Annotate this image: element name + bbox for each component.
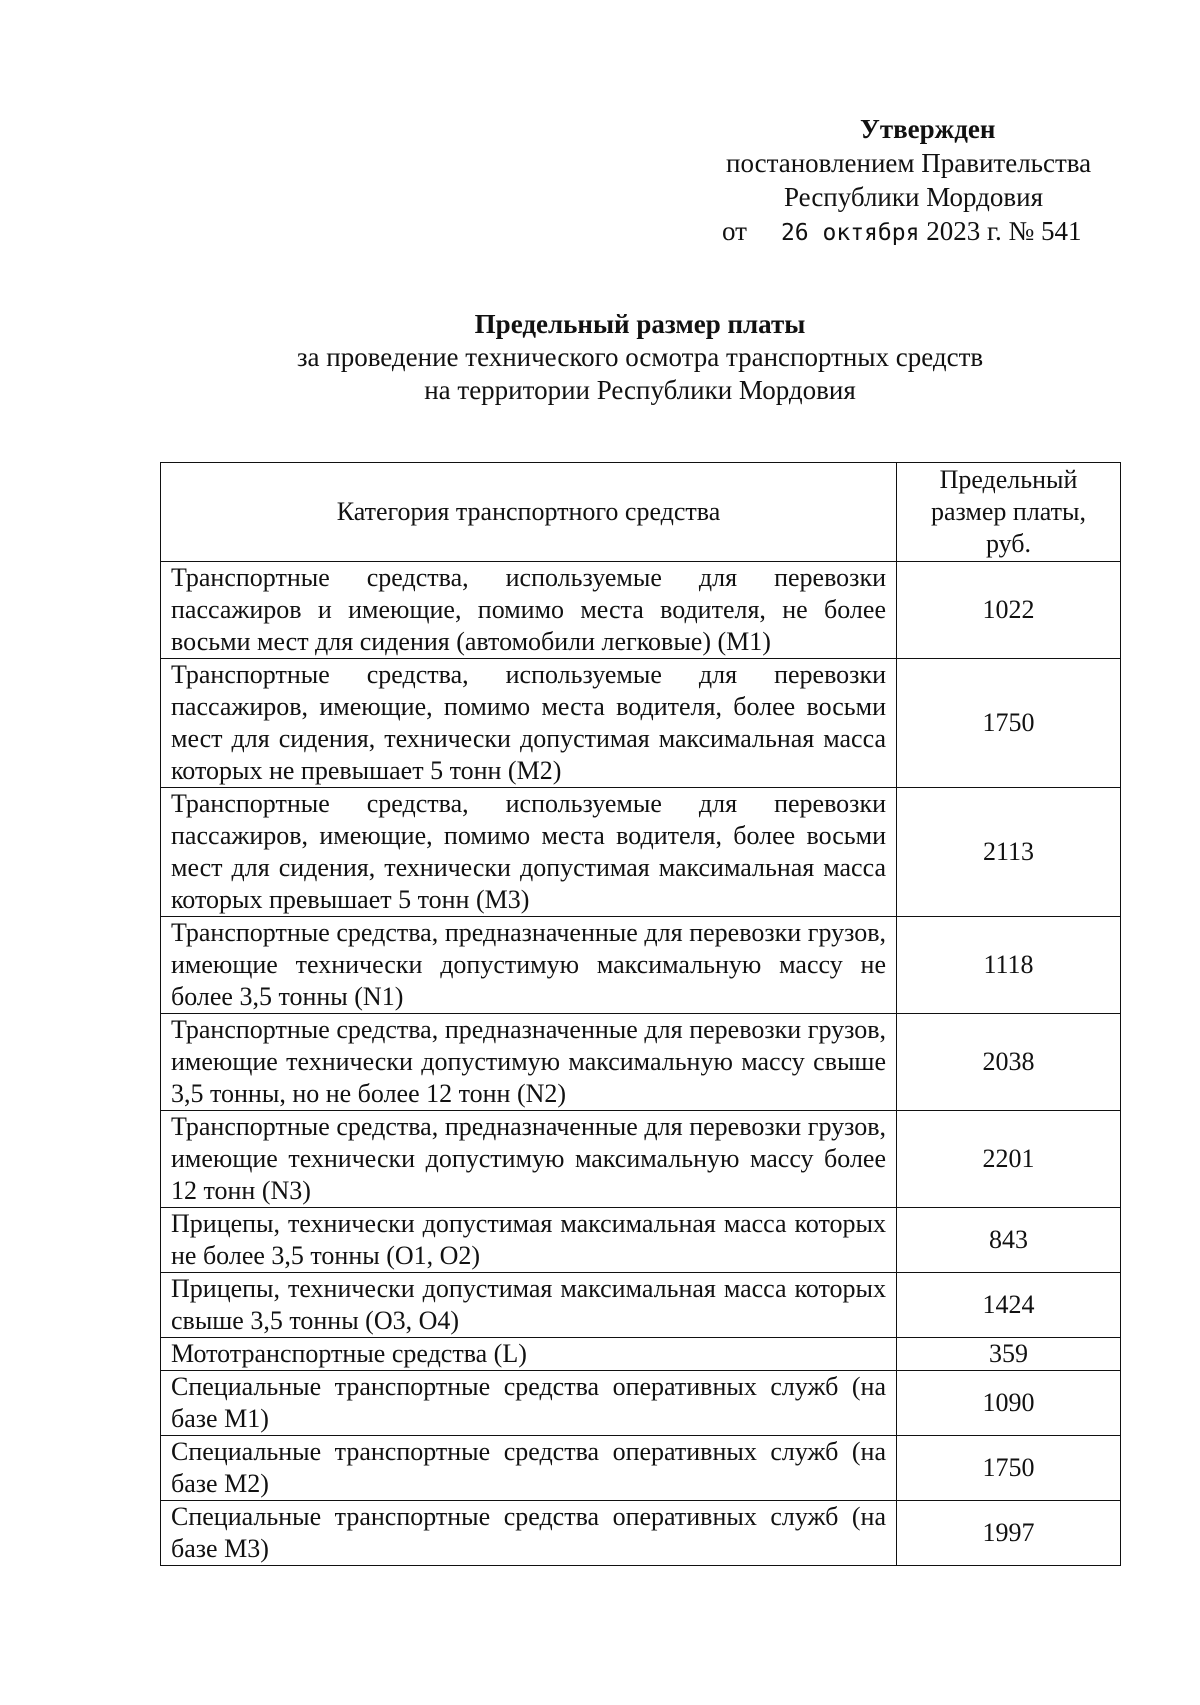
approval-stamp bbox=[720, 112, 1120, 250]
fee-cell: 1750 bbox=[897, 1436, 1121, 1501]
table-header-row bbox=[161, 463, 1121, 562]
table-row bbox=[161, 1208, 1121, 1273]
table-row bbox=[161, 659, 1121, 788]
document-title: Предельный размер платы bbox=[474, 309, 806, 339]
fee-cell: 1118 bbox=[897, 917, 1121, 1014]
approval-region: Республики Мордовия bbox=[784, 182, 1044, 212]
table-row bbox=[161, 1338, 1121, 1371]
fee-cell: 843 bbox=[897, 1208, 1121, 1273]
approval-date: 26 октября bbox=[780, 220, 920, 246]
table-row bbox=[161, 1501, 1121, 1566]
category-cell: Специальные транспортные средства оперативных служб (на базе M3) bbox=[161, 1501, 897, 1566]
fee-cell: 1090 bbox=[897, 1371, 1121, 1436]
fee-cell: 1022 bbox=[897, 562, 1121, 659]
table-row bbox=[161, 1371, 1121, 1436]
category-cell: Транспортные средства, предназначенные для перевозки грузов, имеющие технически допустимую максимальную массу более 12 тонн (N3) bbox=[161, 1111, 897, 1208]
approval-date-line bbox=[720, 214, 1120, 250]
approval-title: Утвержден bbox=[860, 114, 996, 144]
category-cell: Специальные транспортные средства оперативных служб (на базе M2) bbox=[161, 1436, 897, 1501]
fee-table bbox=[160, 462, 1121, 1566]
column-header-category: Категория транспортного средства bbox=[161, 463, 897, 562]
approval-year-number: 2023 г. № 541 bbox=[926, 216, 1082, 246]
fee-cell: 359 bbox=[897, 1338, 1121, 1371]
table-row bbox=[161, 1014, 1121, 1111]
fee-cell: 2201 bbox=[897, 1111, 1121, 1208]
fee-cell: 1997 bbox=[897, 1501, 1121, 1566]
approval-authority: постановлением Правительства bbox=[726, 148, 1092, 178]
table-row bbox=[161, 1436, 1121, 1501]
category-cell: Транспортные средства, используемые для перевозки пассажиров и имеющие, помимо места водителя, не более восьми мест для сидения (автомобили легковые) (M1) bbox=[161, 562, 897, 659]
document-subtitle-line1: за проведение технического осмотра транспортных средств bbox=[296, 342, 984, 372]
table-row bbox=[161, 1273, 1121, 1338]
table-row bbox=[161, 562, 1121, 659]
category-cell: Прицепы, технически допустимая максимальная масса которых не более 3,5 тонны (O1, O2) bbox=[161, 1208, 897, 1273]
table-row bbox=[161, 1111, 1121, 1208]
table-row bbox=[161, 917, 1121, 1014]
column-header-fee: Предельный размер платы, руб. bbox=[897, 463, 1121, 562]
category-cell: Транспортные средства, предназначенные для перевозки грузов, имеющие технически допустимую максимальную массу свыше 3,5 тонны, но не более 12 тонн (N2) bbox=[161, 1014, 897, 1111]
category-cell: Прицепы, технически допустимая максимальная масса которых свыше 3,5 тонны (O3, O4) bbox=[161, 1273, 897, 1338]
document-heading bbox=[160, 308, 1120, 407]
category-cell: Мототранспортные средства (L) bbox=[161, 1338, 897, 1371]
category-cell: Специальные транспортные средства оперативных служб (на базе M1) bbox=[161, 1371, 897, 1436]
document-subtitle-line2: на территории Республики Мордовия bbox=[424, 375, 856, 405]
fee-cell: 2038 bbox=[897, 1014, 1121, 1111]
category-cell: Транспортные средства, предназначенные для перевозки грузов, имеющие технически допустимую максимальную массу не более 3,5 тонны (N1) bbox=[161, 917, 897, 1014]
category-cell: Транспортные средства, используемые для перевозки пассажиров, имеющие, помимо места водителя, более восьми мест для сидения, технически допустимая максимальная масса которых превышает 5 тонн (M3) bbox=[161, 788, 897, 917]
table-row bbox=[161, 788, 1121, 917]
fee-cell: 1750 bbox=[897, 659, 1121, 788]
category-cell: Транспортные средства, используемые для перевозки пассажиров, имеющие, помимо места водителя, более восьми мест для сидения, технически допустимая максимальная масса которых не превышает 5 тонн (M2) bbox=[161, 659, 897, 788]
fee-cell: 2113 bbox=[897, 788, 1121, 917]
fee-cell: 1424 bbox=[897, 1273, 1121, 1338]
approval-from-label: от bbox=[722, 216, 747, 246]
